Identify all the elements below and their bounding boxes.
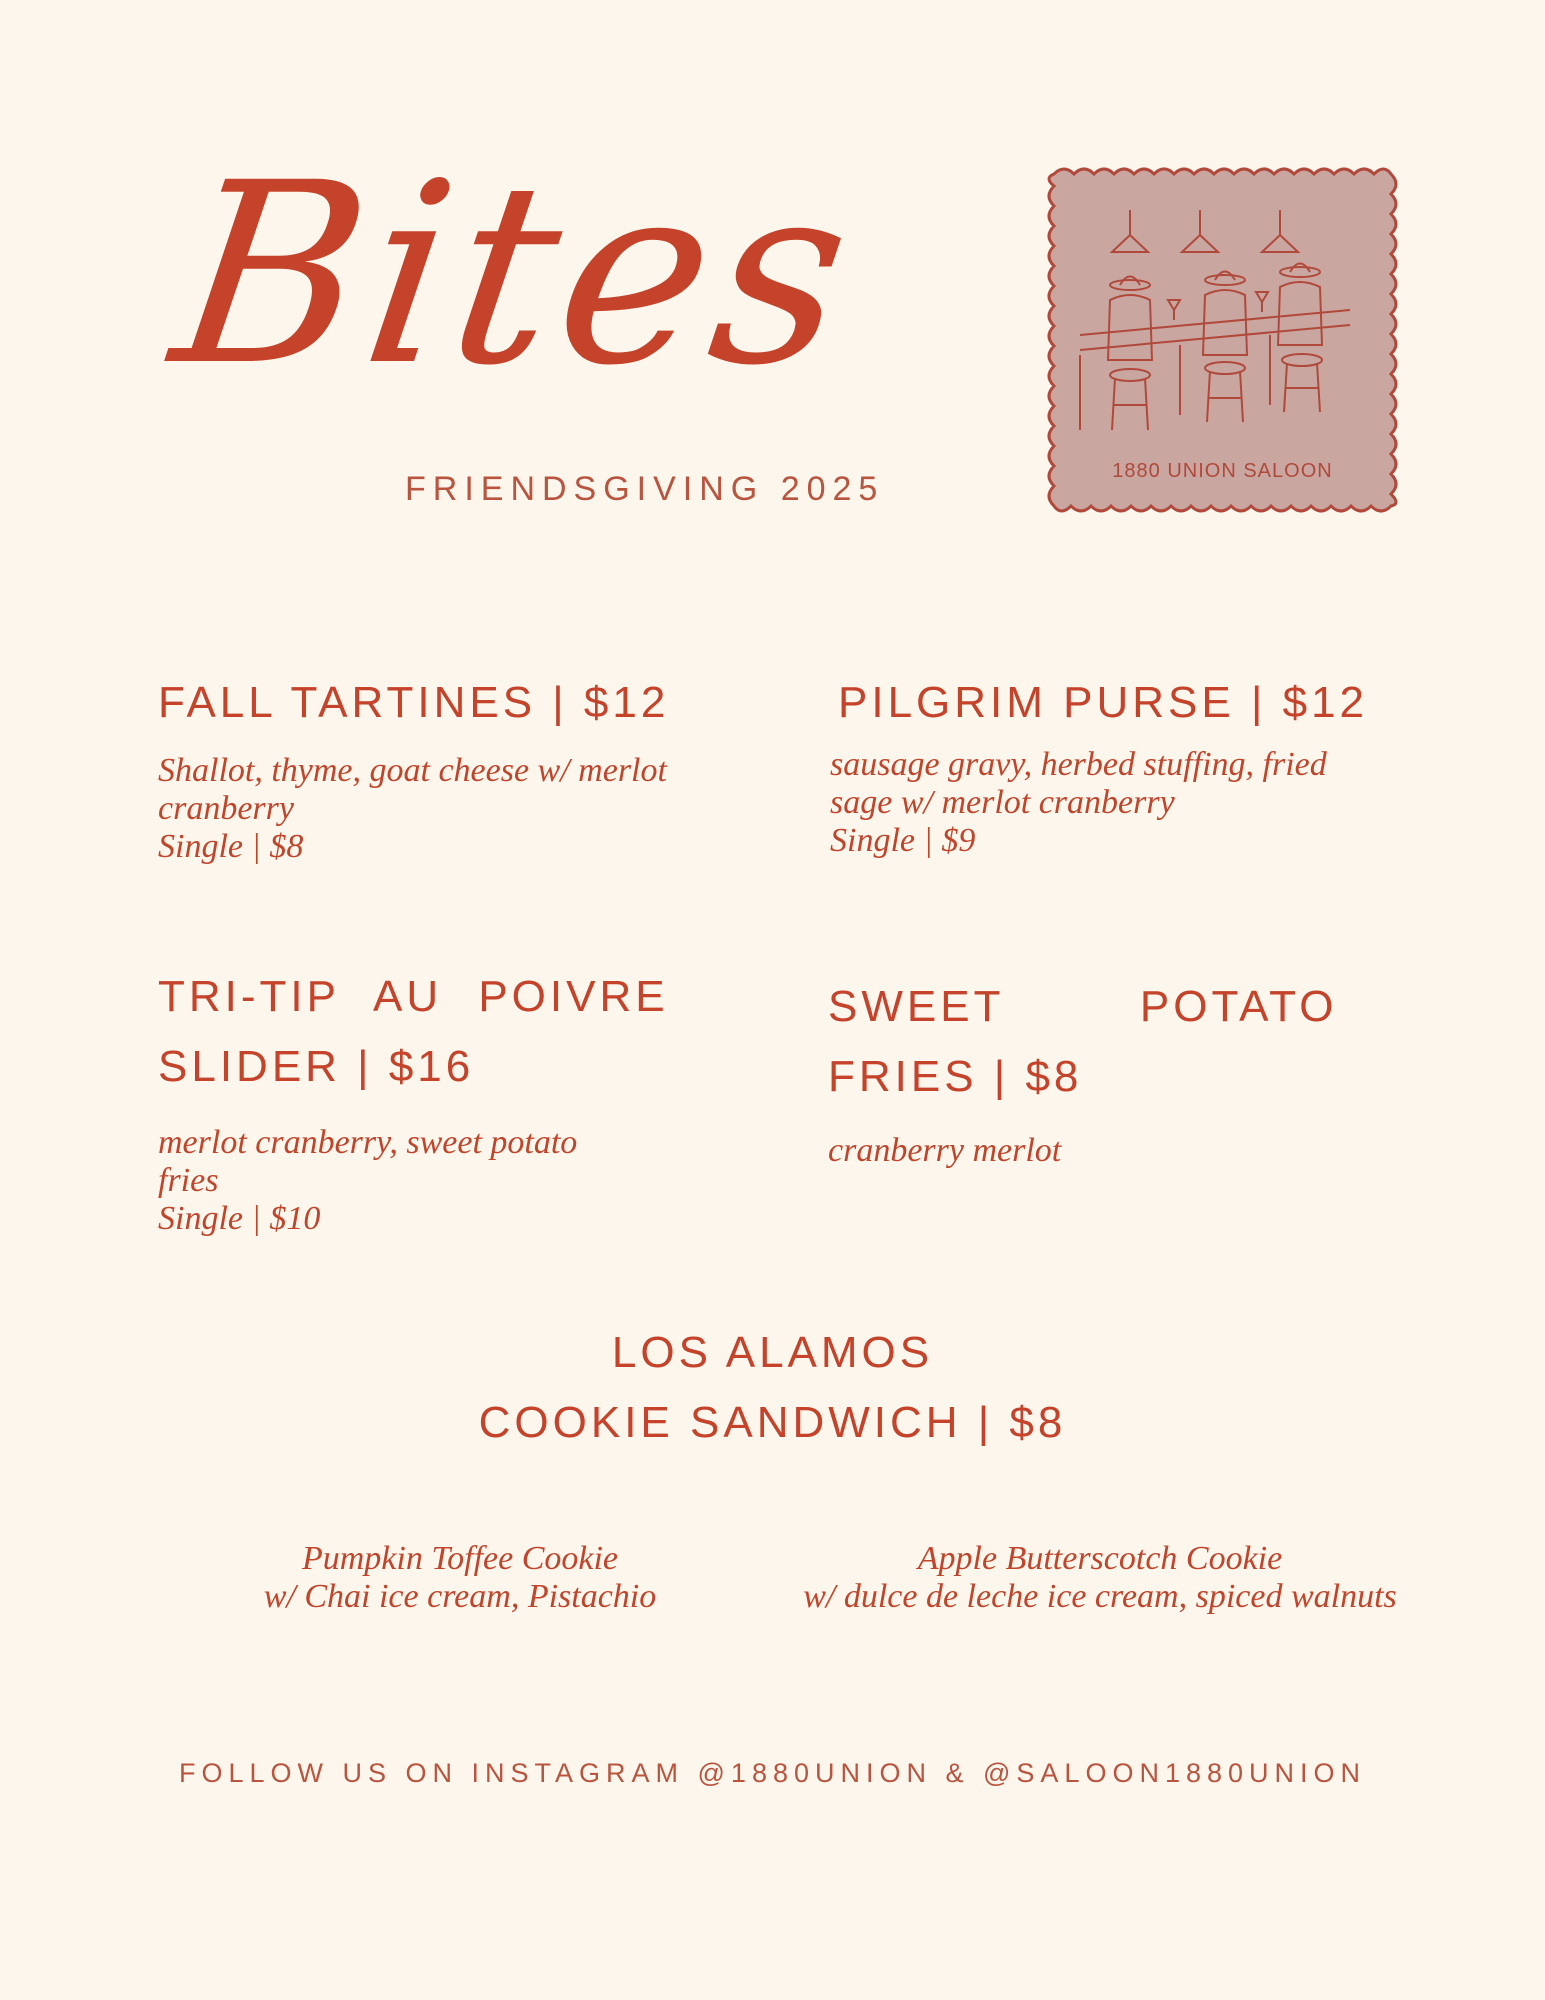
- desc-line: cranberry: [158, 790, 294, 827]
- menu-item-pilgrim-purse: [830, 668, 1430, 860]
- cookie-option-apple: [760, 1540, 1440, 1616]
- item-title-line: LOS ALAMOS: [611, 1328, 934, 1377]
- menu-item-sweet-potato-fries: [828, 972, 1388, 1170]
- item-description: [158, 1124, 718, 1238]
- event-subtitle: FRIENDSGIVING 2025: [405, 470, 885, 508]
- desc-line: Shallot, thyme, goat cheese w/ merlot: [158, 752, 667, 789]
- desc-line: Apple Butterscotch Cookie: [917, 1540, 1283, 1577]
- desc-line: Single | $8: [158, 828, 304, 865]
- item-description: [830, 746, 1430, 860]
- item-title: PILGRIM PURSE | $12: [838, 678, 1369, 727]
- desc-line: Pumpkin Toffee Cookie: [301, 1540, 619, 1577]
- desc-line: w/ Chai ice cream, Pistachio: [263, 1578, 657, 1615]
- menu-item-cookie-sandwich: [0, 1318, 1545, 1458]
- item-title-line: SWEET POTATO: [828, 982, 1338, 1031]
- item-title-line: COOKIE SANDWICH | $8: [478, 1398, 1067, 1447]
- item-title: FALL TARTINES | $12: [158, 678, 670, 727]
- page-title: Bites: [159, 129, 871, 420]
- instagram-footer: FOLLOW US ON INSTAGRAM @1880UNION & @SALOON1880UNION: [178, 1758, 1367, 1788]
- menu-item-fall-tartines: [158, 668, 758, 866]
- desc-line: cranberry merlot: [828, 1132, 1062, 1169]
- item-description: [158, 752, 758, 866]
- desc-line: fries: [158, 1162, 219, 1199]
- desc-line: sausage gravy, herbed stuffing, fried: [830, 746, 1327, 783]
- desc-line: Single | $9: [830, 822, 976, 859]
- cookie-option-pumpkin: [200, 1540, 720, 1616]
- saloon-stamp-logo: [1040, 160, 1405, 520]
- desc-line: Single | $10: [158, 1200, 321, 1237]
- menu-item-tri-tip-slider: [158, 962, 718, 1238]
- item-title-line: TRI-TIP AU POIVRE: [158, 972, 669, 1021]
- desc-line: w/ dulce de leche ice cream, spiced walnuts: [803, 1578, 1397, 1615]
- item-title-line: FRIES | $8: [828, 1052, 1083, 1101]
- stamp-caption: 1880 UNION SALOON: [1112, 460, 1333, 482]
- item-title-line: SLIDER | $16: [158, 1042, 475, 1091]
- item-description: [828, 1132, 1388, 1170]
- desc-line: sage w/ merlot cranberry: [830, 784, 1175, 821]
- desc-line: merlot cranberry, sweet potato: [158, 1124, 578, 1161]
